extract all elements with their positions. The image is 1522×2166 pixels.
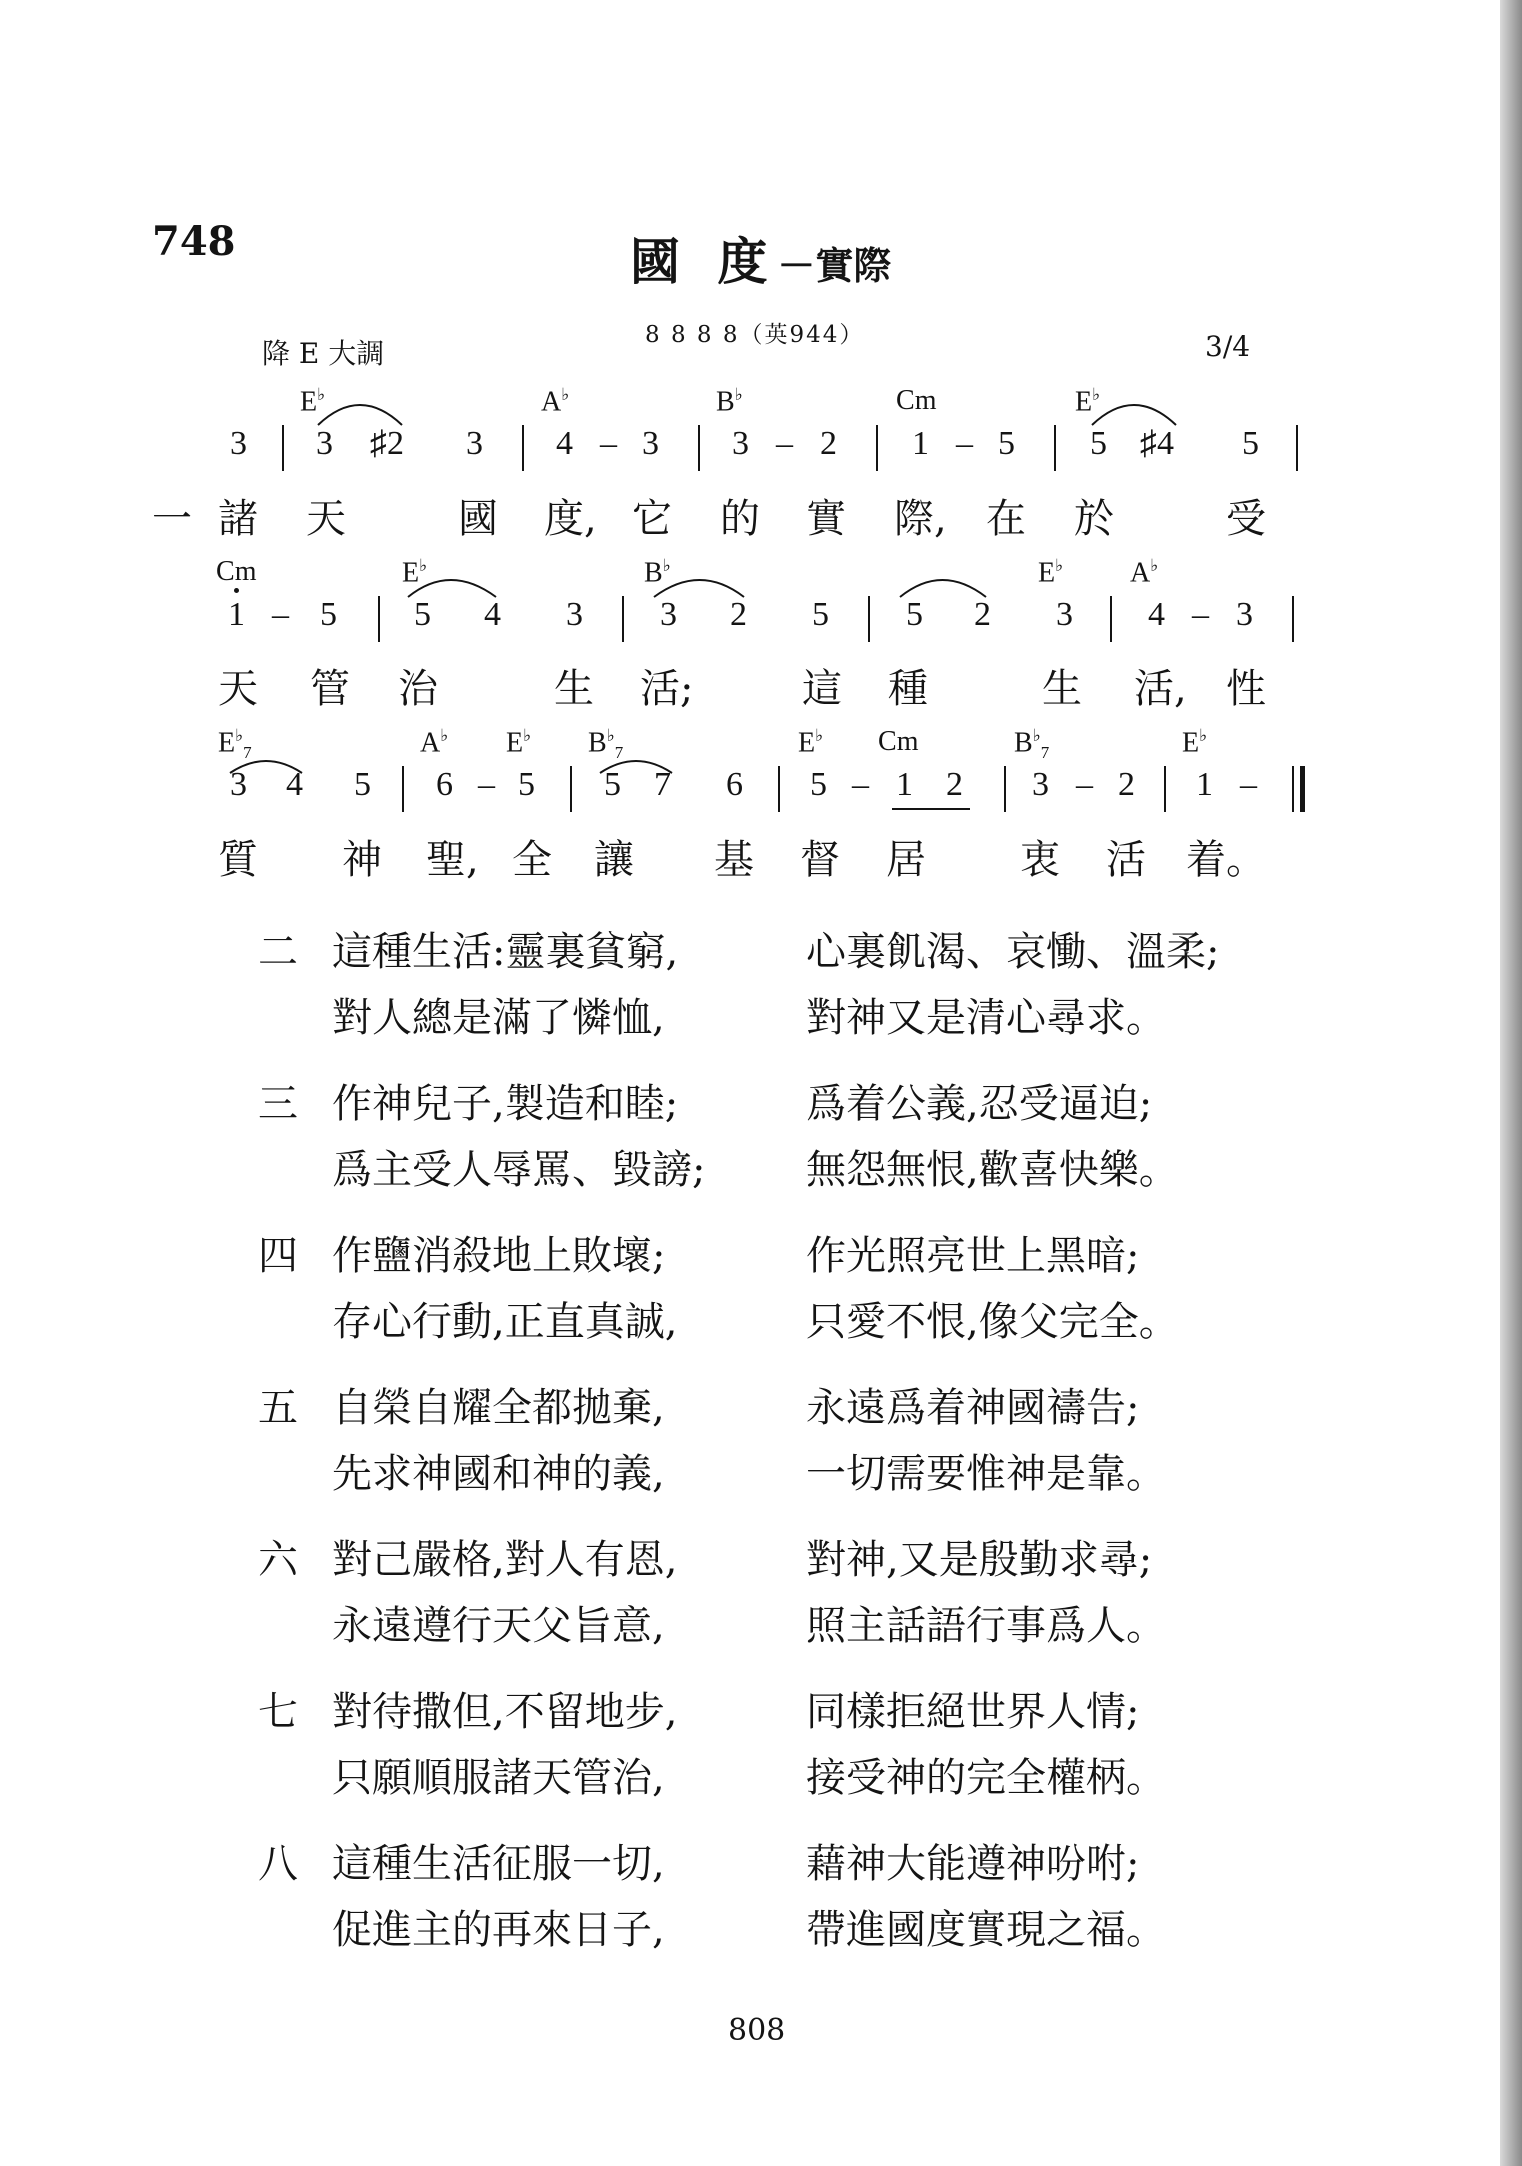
verse-line-right: 只愛不恨,像父完全。 <box>806 1299 1179 1345</box>
chord-symbol: Cm <box>216 556 257 587</box>
note: 5 <box>906 596 923 633</box>
note: 2 <box>1118 766 1135 803</box>
lyric: 生 <box>1042 666 1082 712</box>
verse-line-left: 自榮自耀全都拋棄, <box>332 1385 665 1431</box>
lyric: 着。 <box>1186 837 1266 883</box>
slur-marks <box>0 380 1522 440</box>
verse-line-right: 接受神的完全權柄。 <box>806 1755 1166 1801</box>
lyric: 管 <box>310 666 350 712</box>
note: 1 <box>228 596 245 633</box>
note: 4 <box>484 596 501 633</box>
dash: – <box>956 425 973 462</box>
lyric: 督 <box>800 837 840 883</box>
verse-line-left: 對待撒但,不留地步, <box>332 1689 678 1735</box>
verse-line-left: 永遠遵行天父旨意, <box>332 1603 665 1649</box>
lyric: 聖, <box>426 837 479 883</box>
note: 4 <box>286 766 303 803</box>
lyric: 天 <box>218 666 258 712</box>
dash: – <box>1076 766 1093 803</box>
barline <box>1110 596 1112 642</box>
verse-line-right: 無怨無恨,歡喜快樂。 <box>806 1147 1179 1193</box>
note: 5 <box>604 766 621 803</box>
lyric: 活, <box>1134 666 1187 712</box>
barline <box>1292 596 1294 642</box>
note: 5 <box>414 596 431 633</box>
note: 5 <box>320 596 337 633</box>
note: 7 <box>654 766 671 803</box>
dash: – <box>478 766 495 803</box>
verse-line-right: 作光照亮世上黑暗; <box>806 1233 1140 1279</box>
key-signature: 降 E 大調 <box>262 337 385 370</box>
verse-number: 二 <box>258 929 298 975</box>
slur <box>1092 405 1176 425</box>
dash: – <box>1192 596 1209 633</box>
verse-line-left: 先求神國和神的義, <box>332 1451 665 1497</box>
dash: – <box>600 425 617 462</box>
verse-line-left: 爲主受人辱罵、毀謗; <box>332 1147 706 1193</box>
barline <box>378 596 380 642</box>
verse-number: 六 <box>258 1537 298 1583</box>
note: 1 <box>1196 766 1213 803</box>
chord-symbol: Cm <box>896 385 937 416</box>
lyric: 種 <box>888 666 928 712</box>
chord-symbol: E♭ <box>506 726 532 759</box>
note: 2 <box>974 596 991 633</box>
lyric: 生 <box>554 666 594 712</box>
note: 5 <box>354 766 371 803</box>
verse-number: 七 <box>258 1689 298 1735</box>
barline <box>698 425 700 471</box>
chord-symbol: A♭ <box>541 385 570 418</box>
chord-symbol: E♭ <box>300 385 326 418</box>
note: 5 <box>812 596 829 633</box>
dash: – <box>272 596 289 633</box>
verse-number: 八 <box>258 1841 298 1887</box>
lyric: 居 <box>886 837 926 883</box>
chord-symbol: B♭ <box>716 385 743 418</box>
lyric: 讓 <box>594 837 634 883</box>
verse-line-right: 對神,又是殷勤求尋; <box>806 1537 1153 1583</box>
chord-symbol: A♭ <box>420 726 449 759</box>
time-signature: 3/4 <box>1205 330 1251 363</box>
note: 1 <box>896 766 913 803</box>
verse-line-right: 一切需要惟神是靠。 <box>806 1451 1166 1497</box>
chord-symbol: $B^♭_7$ <box>1014 726 1050 762</box>
lyric: 在 <box>986 496 1026 542</box>
note: 3 <box>660 596 677 633</box>
lyric: 際, <box>894 496 947 542</box>
slur <box>654 580 744 597</box>
lyric: 活; <box>640 666 694 712</box>
chord-symbol: Cm <box>878 726 919 757</box>
chord-symbol: E♭ <box>798 726 824 759</box>
hymn-title <box>630 222 891 294</box>
lyric: 神 <box>342 837 382 883</box>
barline <box>1296 425 1298 471</box>
slur <box>408 580 496 597</box>
lyric: 的 <box>720 496 760 542</box>
dash: – <box>852 766 869 803</box>
lyric: 它 <box>632 496 672 542</box>
chord-symbol: $E^♭_7$ <box>218 726 252 762</box>
barline <box>282 425 284 471</box>
barline <box>1004 766 1006 812</box>
final-barline-thick <box>1300 766 1305 812</box>
barline <box>622 596 624 642</box>
note: 5 <box>1242 425 1259 462</box>
verse-line-right: 爲着公義,忍受逼迫; <box>806 1081 1153 1127</box>
verse-line-right: 同樣拒絕世界人情; <box>806 1689 1140 1735</box>
note: 2 <box>820 425 837 462</box>
verse-line-left: 作神兒子,製造和睦; <box>332 1081 679 1127</box>
lyric: 天 <box>306 496 346 542</box>
verse-number: 一 <box>152 496 192 542</box>
note: ♯2 <box>370 425 404 462</box>
note: 5 <box>1090 425 1107 462</box>
note: 3 <box>466 425 483 462</box>
note: 5 <box>518 766 535 803</box>
chord-symbol: E♭ <box>1182 726 1208 759</box>
note: 1 <box>912 425 929 462</box>
barline <box>876 425 878 471</box>
verse-line-left: 這種生活:靈裏貧窮, <box>332 929 679 975</box>
final-barline-thin <box>1292 766 1294 812</box>
octave-dot <box>234 588 239 593</box>
note: 4 <box>1148 596 1165 633</box>
verse-line-left: 存心行動,正直真誠, <box>332 1299 678 1345</box>
chord-symbol: E♭ <box>1075 385 1101 418</box>
verse-line-left: 這種生活征服一切, <box>332 1841 665 1887</box>
note: 3 <box>642 425 659 462</box>
slur <box>318 405 402 425</box>
verse-line-left: 對人總是滿了憐恤, <box>332 995 665 1041</box>
barline <box>570 766 572 812</box>
note: 3 <box>1032 766 1049 803</box>
note: 5 <box>810 766 827 803</box>
verse-line-right: 永遠爲着神國禱告; <box>806 1385 1140 1431</box>
meter: 8 8 8 8（英944） <box>645 322 865 348</box>
verse-line-left: 對己嚴格,對人有恩, <box>332 1537 678 1583</box>
slur <box>900 580 986 597</box>
note: 3 <box>1236 596 1253 633</box>
barline <box>522 425 524 471</box>
note: 3 <box>1056 596 1073 633</box>
verse-line-left: 作鹽消殺地上敗壞; <box>332 1233 666 1279</box>
note: 3 <box>230 766 247 803</box>
verse-number: 三 <box>258 1081 298 1127</box>
verse-line-right: 帶進國度實現之福。 <box>806 1907 1166 1953</box>
lyric: 受 <box>1226 496 1266 542</box>
beam-underline <box>892 808 970 810</box>
verse-number: 四 <box>258 1233 298 1279</box>
barline <box>402 766 404 812</box>
verse-line-right: 對神又是清心尋求。 <box>806 995 1166 1041</box>
lyric: 衷 <box>1020 837 1060 883</box>
note: 6 <box>726 766 743 803</box>
note: 3 <box>732 425 749 462</box>
chord-symbol: A♭ <box>1130 556 1159 589</box>
chord-symbol: E♭ <box>402 556 428 589</box>
note: 4 <box>556 425 573 462</box>
lyric: 諸 <box>218 496 258 542</box>
lyric: 全 <box>512 837 552 883</box>
note: 3 <box>316 425 333 462</box>
lyric: 基 <box>714 837 754 883</box>
note: 3 <box>230 425 247 462</box>
chord-symbol: $B^♭_7$ <box>588 726 624 762</box>
page-edge <box>1500 0 1522 2166</box>
lyric: 性 <box>1226 666 1266 712</box>
lyric: 實 <box>806 496 846 542</box>
note: ♯4 <box>1140 425 1174 462</box>
note: 6 <box>436 766 453 803</box>
title-subtitle: －實際 <box>777 243 892 288</box>
verse-line-left: 促進主的再來日子, <box>332 1907 665 1953</box>
dash: – <box>776 425 793 462</box>
dash: – <box>1240 766 1257 803</box>
note: 5 <box>998 425 1015 462</box>
barline <box>1164 766 1166 812</box>
title-main: 國 度 <box>630 232 778 291</box>
barline <box>778 766 780 812</box>
page-number: 808 <box>728 2013 786 2048</box>
note: 2 <box>730 596 747 633</box>
verse-line-right: 藉神大能遵神吩咐; <box>806 1841 1140 1887</box>
hymn-number: 748 <box>152 218 236 265</box>
chord-symbol: E♭ <box>1038 556 1064 589</box>
chord-symbol: B♭ <box>644 556 671 589</box>
lyric: 於 <box>1074 496 1114 542</box>
verse-line-right: 心裏飢渴、哀慟、溫柔; <box>806 929 1220 975</box>
barline <box>868 596 870 642</box>
lyric: 活 <box>1106 837 1146 883</box>
lyric: 治 <box>398 666 438 712</box>
verse-line-left: 只願順服諸天管治, <box>332 1755 665 1801</box>
lyric: 度, <box>544 496 597 542</box>
lyric: 這 <box>802 666 842 712</box>
verse-line-right: 照主話語行事爲人。 <box>806 1603 1166 1649</box>
note: 2 <box>946 766 963 803</box>
lyric: 質 <box>218 837 258 883</box>
lyric: 國 <box>458 496 498 542</box>
note: 3 <box>566 596 583 633</box>
barline <box>1054 425 1056 471</box>
verse-number: 五 <box>258 1385 298 1431</box>
